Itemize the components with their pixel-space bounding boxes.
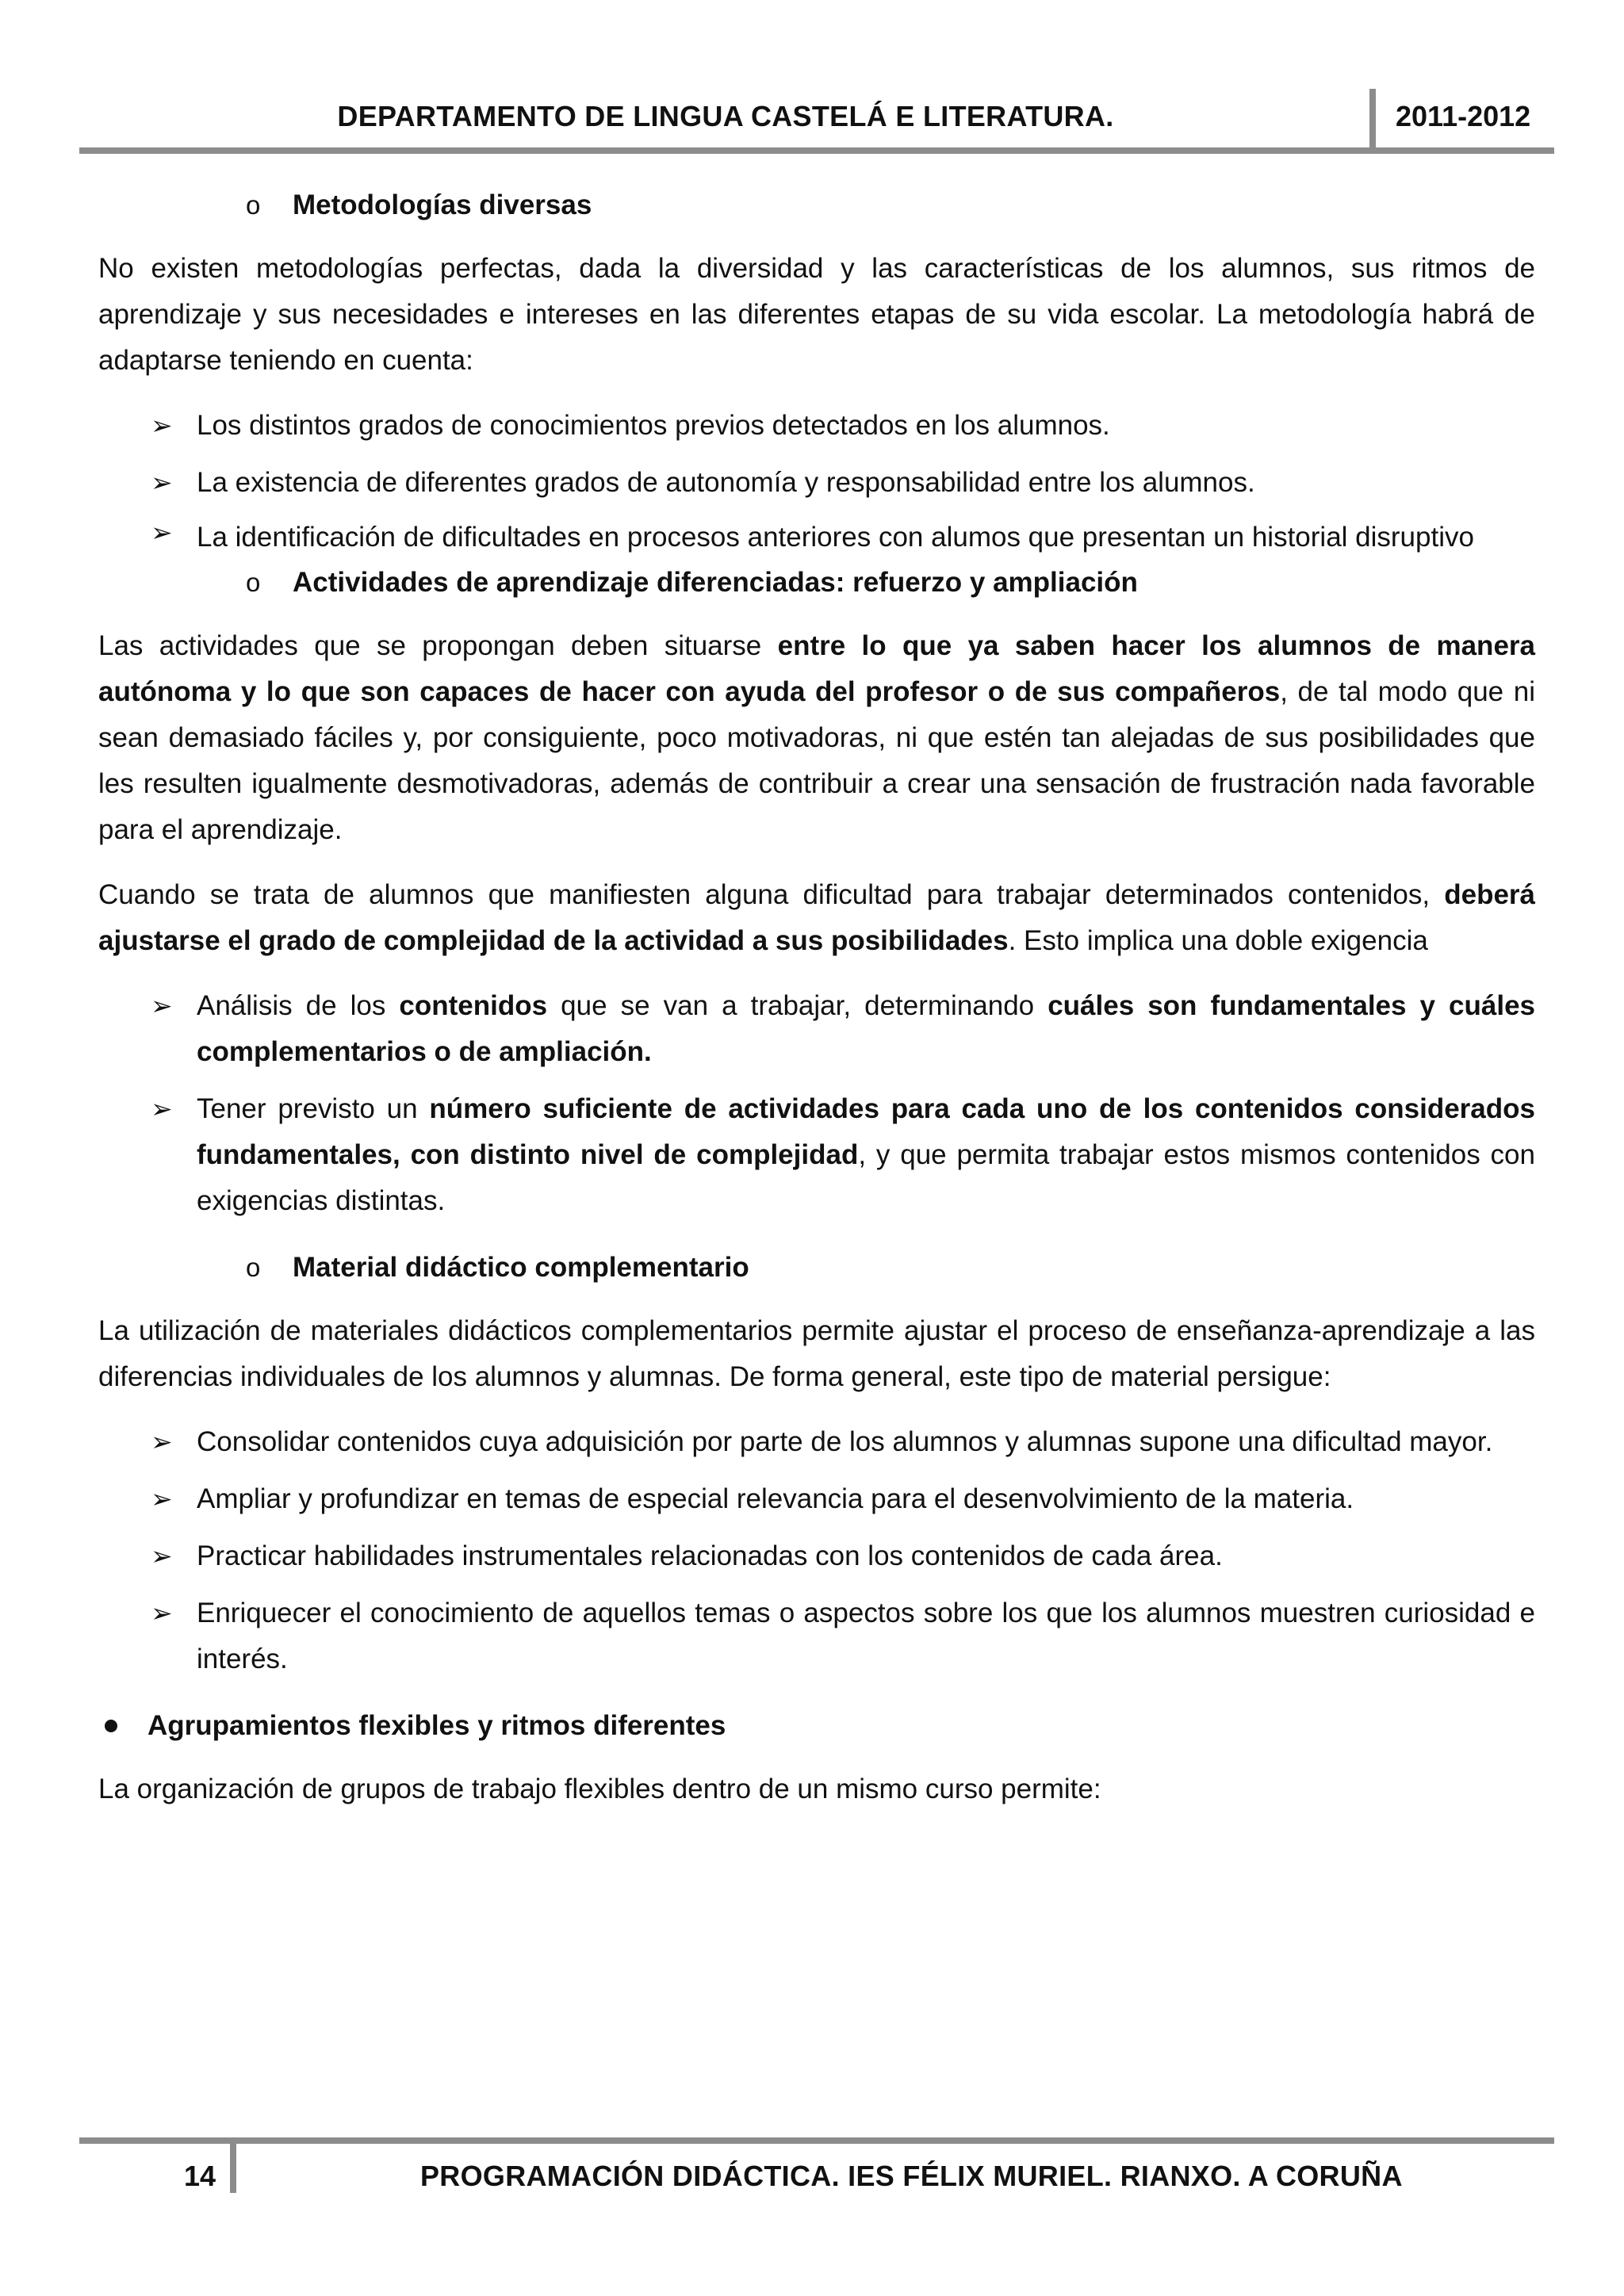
actividades-list [98,983,1535,1224]
list-item: ➢ La identificación de dificultades en procesos anteriores con alumos que presentan un historial disruptivo [151,518,1474,553]
arrow-bullet-icon: ➢ [151,1427,173,1456]
list-item: ➢ Enriquecer el conocimiento de aquellos temas o aspectos sobre los que los alumnos muestren curiosidad e interés. [98,1590,1535,1682]
footer-divider [230,2144,236,2193]
circle-bullet-icon: o [246,190,261,220]
arrow-bullet-icon: ➢ [151,991,173,1020]
list-item: ➢ Los distintos grados de conocimientos previos detectados en los alumnos. [98,403,1535,449]
heading-text: Agrupamientos flexibles y ritmos diferentes [147,1710,726,1741]
list-item: ➢ Practicar habilidades instrumentales relacionadas con los contenidos de cada área. [98,1533,1535,1579]
metodologias-list [98,403,1535,553]
arrow-bullet-icon: ➢ [151,411,173,440]
heading-material [98,1243,1535,1292]
header-year: 2011-2012 [1396,100,1531,132]
agrupamientos-intro: La organización de grupos de trabajo flexibles dentro de un mismo curso permite: [98,1774,1101,1804]
page-footer [79,2137,1554,2209]
page-content [98,181,1535,1831]
arrow-bullet-icon: ➢ [151,518,173,547]
arrow-bullet-icon: ➢ [151,1094,173,1123]
arrow-bullet-icon: ➢ [151,1598,173,1628]
actividades-paragraph-2: Cuando se trata de alumnos que manifiesten alguna dificultad para trabajar determinados contenidos, deberá ajustarse el grado de complejidad de la actividad a sus posibilidades. Esto implica una doble exigencia [98,879,1535,956]
actividades-paragraph-1: Las actividades que se propongan deben situarse entre lo que ya saben hacer los alumnos de manera autónoma y lo que son capaces de hacer con ayuda del profesor o de sus compañeros, de tal modo que ni sean demasiado fáciles y, por consiguiente, poco motivadoras, ni que estén tan alejadas de sus posibilidades que les resulten igualmente desmotivadoras, además de contribuir a crear una sensación de frustración nada favorable para el aprendizaje. [98,630,1535,845]
header-divider [1369,89,1376,147]
metodologias-intro: No existen metodologías perfectas, dada la diversidad y las características de los alumnos, sus ritmos de aprendizaje y sus necesidades e intereses en las diferentes etapas de su vida escolar. La metodología habrá de adaptarse teniendo en cuenta: [98,253,1535,376]
heading-agrupamientos [98,1701,1535,1751]
heading-text: Metodologías diversas [293,189,592,220]
material-intro: La utilización de materiales didácticos complementarios permite ajustar el proceso de enseñanza-aprendizaje a las diferencias individuales de los alumnos y alumnas. De forma general, este tipo de material persigue: [98,1315,1535,1392]
list-item: ➢ Ampliar y profundizar en temas de especial relevancia para el desenvolvimiento de la materia. [98,1476,1535,1522]
header-title: DEPARTAMENTO DE LINGUA CASTELÁ E LITERATURA. [337,100,1114,132]
arrow-bullet-icon: ➢ [151,1484,173,1513]
arrow-bullet-icon: ➢ [151,1541,173,1571]
page-header [79,89,1554,154]
list-item: ➢ Análisis de los contenidos que se van a trabajar, determinando cuáles son fundamentales y cuáles complementarios o de ampliación. [98,983,1535,1075]
arrow-bullet-icon: ➢ [151,468,173,497]
list-item: ➢ Consolidar contenidos cuya adquisición por parte de los alumnos y alumnas supone una dificultad mayor. [98,1419,1535,1465]
footer-rule [79,2137,1554,2144]
heading-text: Material didáctico complementario [293,1252,749,1283]
page-number: 14 [184,2160,216,2192]
heading-text: Actividades de aprendizaje diferenciadas: refuerzo y ampliación [293,567,1138,598]
header-rule [79,147,1554,154]
disc-bullet-icon [105,1720,117,1732]
heading-metodologias [98,181,1535,230]
circle-bullet-icon: o [246,568,261,597]
circle-bullet-icon: o [246,1253,261,1282]
list-item: ➢ La existencia de diferentes grados de autonomía y responsabilidad entre los alumnos. [98,460,1535,506]
list-item: ➢ Tener previsto un número suficiente de actividades para cada uno de los contenidos considerados fundamentales, con distinto nivel de complejidad, y que permita trabajar estos mismos contenidos con exigencias distintas. [98,1086,1535,1224]
heading-actividades [98,558,1535,607]
footer-text: PROGRAMACIÓN DIDÁCTICA. IES FÉLIX MURIEL. RIANXO. A CORUÑA [420,2160,1403,2192]
material-list [98,1419,1535,1682]
